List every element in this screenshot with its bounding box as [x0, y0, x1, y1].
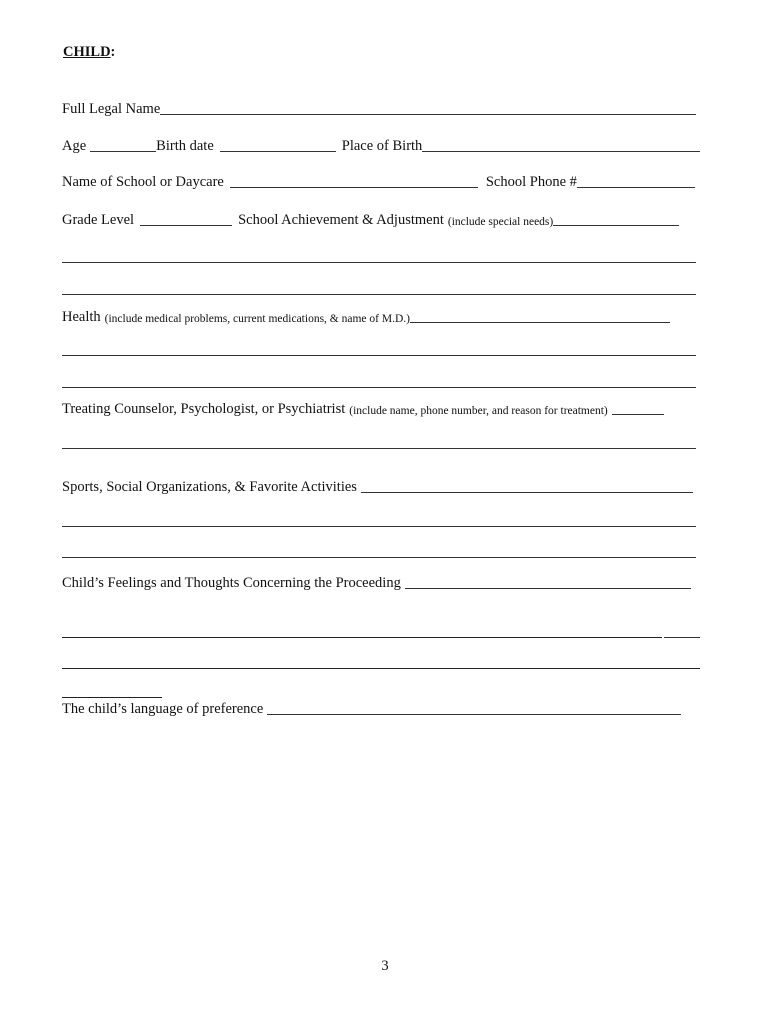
feelings-line-2-tail[interactable]	[664, 637, 700, 638]
language-row	[62, 700, 681, 718]
activities-field[interactable]	[361, 478, 693, 493]
counselor-line-2[interactable]	[62, 448, 696, 449]
activities-line-3[interactable]	[62, 557, 696, 558]
age-field[interactable]	[90, 137, 156, 152]
school-achievement-line-3[interactable]	[62, 294, 696, 295]
school-phone-label: School Phone #	[485, 174, 577, 190]
school-achievement-line-2[interactable]	[62, 262, 696, 263]
feelings-label: Child’s Feelings and Thoughts Concerning the Proceeding	[62, 575, 401, 591]
language-field[interactable]	[267, 700, 681, 715]
counselor-row	[62, 400, 664, 418]
activities-row	[62, 478, 693, 496]
birth-date-label: Birth date	[156, 138, 214, 154]
feelings-field[interactable]	[405, 574, 691, 589]
school-achievement-note: (include special needs)	[447, 216, 554, 228]
school-row	[62, 173, 695, 191]
school-achievement-field[interactable]	[553, 211, 679, 226]
activities-label: Sports, Social Organizations, & Favorite Activities	[62, 479, 357, 495]
place-of-birth-label: Place of Birth	[341, 138, 423, 154]
counselor-note: (include name, phone number, and reason for treatment)	[349, 405, 608, 417]
counselor-field[interactable]	[612, 400, 664, 415]
health-line-3[interactable]	[62, 387, 696, 388]
feelings-line-2[interactable]	[62, 637, 662, 638]
page-number: 3	[381, 958, 389, 974]
language-label: The child’s language of preference	[62, 701, 264, 717]
health-row	[62, 308, 670, 326]
counselor-label: Treating Counselor, Psychologist, or Psychiatrist	[62, 401, 346, 417]
age-label: Age	[62, 138, 87, 154]
health-field[interactable]	[410, 308, 670, 323]
health-line-2[interactable]	[62, 355, 696, 356]
school-name-label: Name of School or Daycare	[62, 174, 224, 190]
full-legal-name-row	[62, 100, 696, 118]
feelings-line-4[interactable]	[62, 697, 162, 698]
place-of-birth-field[interactable]	[422, 137, 700, 152]
school-name-field[interactable]	[230, 173, 478, 188]
health-label: Health	[62, 309, 101, 325]
birth-date-field[interactable]	[220, 137, 336, 152]
school-achievement-label: School Achievement & Adjustment	[238, 212, 444, 228]
grade-row	[62, 211, 679, 229]
health-note: (include medical problems, current medications, & name of M.D.)	[104, 313, 410, 325]
full-legal-name-field[interactable]	[160, 100, 696, 115]
age-birth-row	[62, 137, 700, 155]
activities-line-2[interactable]	[62, 526, 696, 527]
feelings-line-3[interactable]	[62, 668, 700, 669]
full-legal-name-label: Full Legal Name	[62, 101, 161, 117]
grade-level-field[interactable]	[140, 211, 232, 226]
school-phone-field[interactable]	[577, 173, 695, 188]
grade-level-label: Grade Level	[62, 212, 135, 228]
feelings-row	[62, 574, 691, 592]
section-title: CHILD:	[63, 44, 116, 60]
